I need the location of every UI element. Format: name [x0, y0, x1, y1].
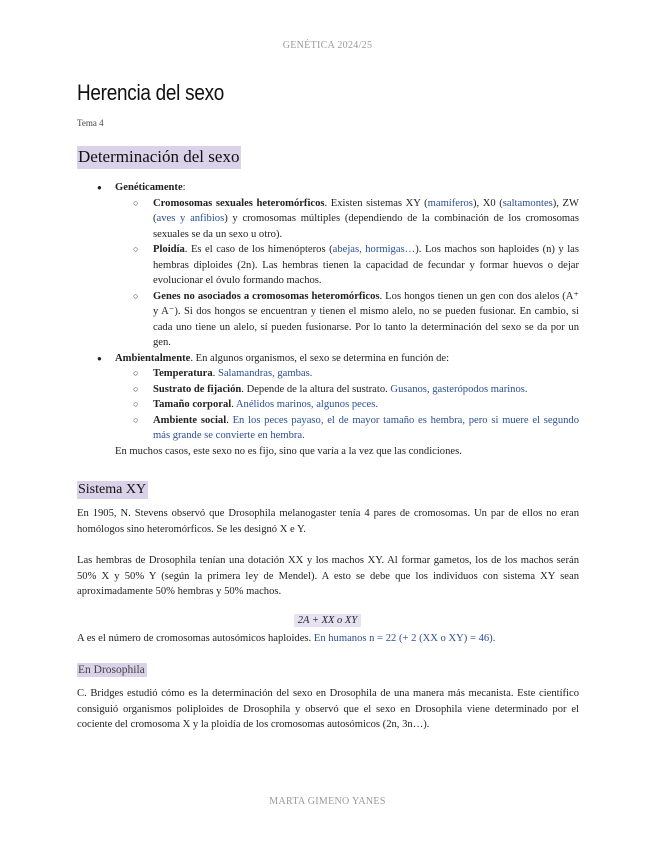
- list-item-ambientalmente: ● Ambientalmente. En algunos organismos, el sexo se determina en función de: ○ Temperatura. Salamandras, gambas. ○ Sustrato de fijación. Depende de la altura del sustrato. Gusanos, gasterópodos marinos. ○ Tamaño corporal. Anélidos marinos, algunos peces. ○ Ambiente social. En los peces payaso, el de mayor tamaño es hembra, pero si muere el segundo más grande se convierte en hembra.: [77, 351, 579, 444]
- section-heading-determinacion: Determinación del sexo: [77, 146, 241, 169]
- sex-determination-list: [77, 180, 579, 444]
- list-item-genes: ○ Genes no asociados a cromosomas heteromórficos. Los hongos tienen un gen con dos alelos (A⁺ y A⁻). Si dos hongos se encuentran y tienen el mismo alelo, no se pueden fusionar. En cambio, si cada uno tiene un alelo, sí pueden fusionarse. Por lo tanto la determinación del sexo se da por un gen.: [115, 289, 579, 351]
- subsection-heading-drosophila: En Drosophila: [78, 664, 145, 676]
- list-item-cromosomas: ○ Cromosomas sexuales heteromórficos. Existen sistemas XY (mamíferos), X0 (saltamontes), ZW (aves y anfibios) y cromosomas múltiples (dependiendo de la combinación de los cromosomas sexuales se da un sexo u otro).: [115, 196, 579, 243]
- paragraph-hembras: Las hembras de Drosophila tenían una dotación XX y los machos XY. Al formar gametos, los de los machos serán 50% X y 50% Y (según la primera ley de Mendel). A esto se debe que los individuos con sistema XY sean aproximadamente 50% hembras y 50% machos.: [77, 555, 579, 597]
- list-item-ambiente-social: ○ Ambiente social. En los peces payaso, el de mayor tamaño es hembra, pero si muere el segundo más grande se convierte en hembra.: [115, 413, 579, 444]
- list-item-tamano: ○ Tamaño corporal. Anélidos marinos, algunos peces.: [115, 397, 579, 413]
- page-header: GENÉTICA 2024/25: [282, 40, 373, 51]
- list-item-ploidia: ○ Ploidía. Es el caso de los himenópteros (abejas, hormigas…). Los machos son haploides (n) y las hembras diploides (2n). Las hembras tienen la capacidad de fecundar y formar huevos o dejar evolucionar el óvulo formando machos.: [115, 242, 579, 289]
- paragraph-stevens: En 1905, N. Stevens observó que Drosophila melanogaster tenía 4 pares de cromosomas. Un par de ellos no eran homólogos sino heteromórficos. Se les designó X e Y.: [77, 508, 579, 535]
- label-ambientalmente: Ambientalmente: [115, 352, 191, 364]
- environmental-sublist: [115, 366, 579, 444]
- chromosome-formula: 2A + XX o XY: [0, 615, 655, 626]
- list-item-temperatura: ○ Temperatura. Salamandras, gambas.: [115, 366, 579, 382]
- paragraph-autosomicos: A es el número de cromosomas autosómicos haploides. En humanos n = 22 (+ 2 (XX o XY) = 46).: [77, 633, 496, 644]
- list-item-sustrato: ○ Sustrato de fijación. Depende de la altura del sustrato. Gusanos, gasterópodos marinos.: [115, 382, 579, 398]
- genetic-sublist: [115, 196, 579, 351]
- page-footer: MARTA GIMENO YANES: [269, 796, 386, 807]
- document-title: Herencia del sexo: [77, 80, 225, 105]
- document-subtitle: Tema 4: [77, 118, 104, 128]
- list-item-geneticamente: ● Genéticamente: ○ Cromosomas sexuales heteromórficos. Existen sistemas XY (mamíferos), X0 (saltamontes), ZW (aves y anfibios) y cromosomas múltiples (dependiendo de la combinación de los cromosomas sexuales se da un sexo u otro). ○ Ploidía. Es el caso de los himenópteros (abejas, hormigas…). Los machos son haploides (n) y las hembras diploides (2n). Las hembras tienen la capacidad de fecundar y formar huevos o dejar evolucionar el óvulo formando machos. ○ Genes no asociados a cromosomas heteromórficos. Los hongos tienen un gen con dos alelos (A⁺ y A⁻). Si dos hongos se encuentran y tienen el mismo alelo, no se pueden fusionar. En cambio, si cada uno tiene un alelo, sí pueden fusionarse. Por lo tanto la determinación del sexo se da por un gen.: [77, 180, 579, 351]
- section-heading-sistema-xy: Sistema XY: [78, 482, 147, 497]
- label-geneticamente: Genéticamente: [115, 182, 183, 193]
- environmental-note: En muchos casos, este sexo no es fijo, sino que varía a la vez que las condiciones.: [115, 446, 462, 457]
- paragraph-bridges: C. Bridges estudió cómo es la determinación del sexo en Drosophila de una manera más mecanista. Este científico consiguió organismos poliploides de Drosophila y observó que el sexo en Drosophila viene determinado por el cociente del cromosoma X y la ploidía de los cromosomas autosómicos (2n, 3n…).: [77, 688, 579, 730]
